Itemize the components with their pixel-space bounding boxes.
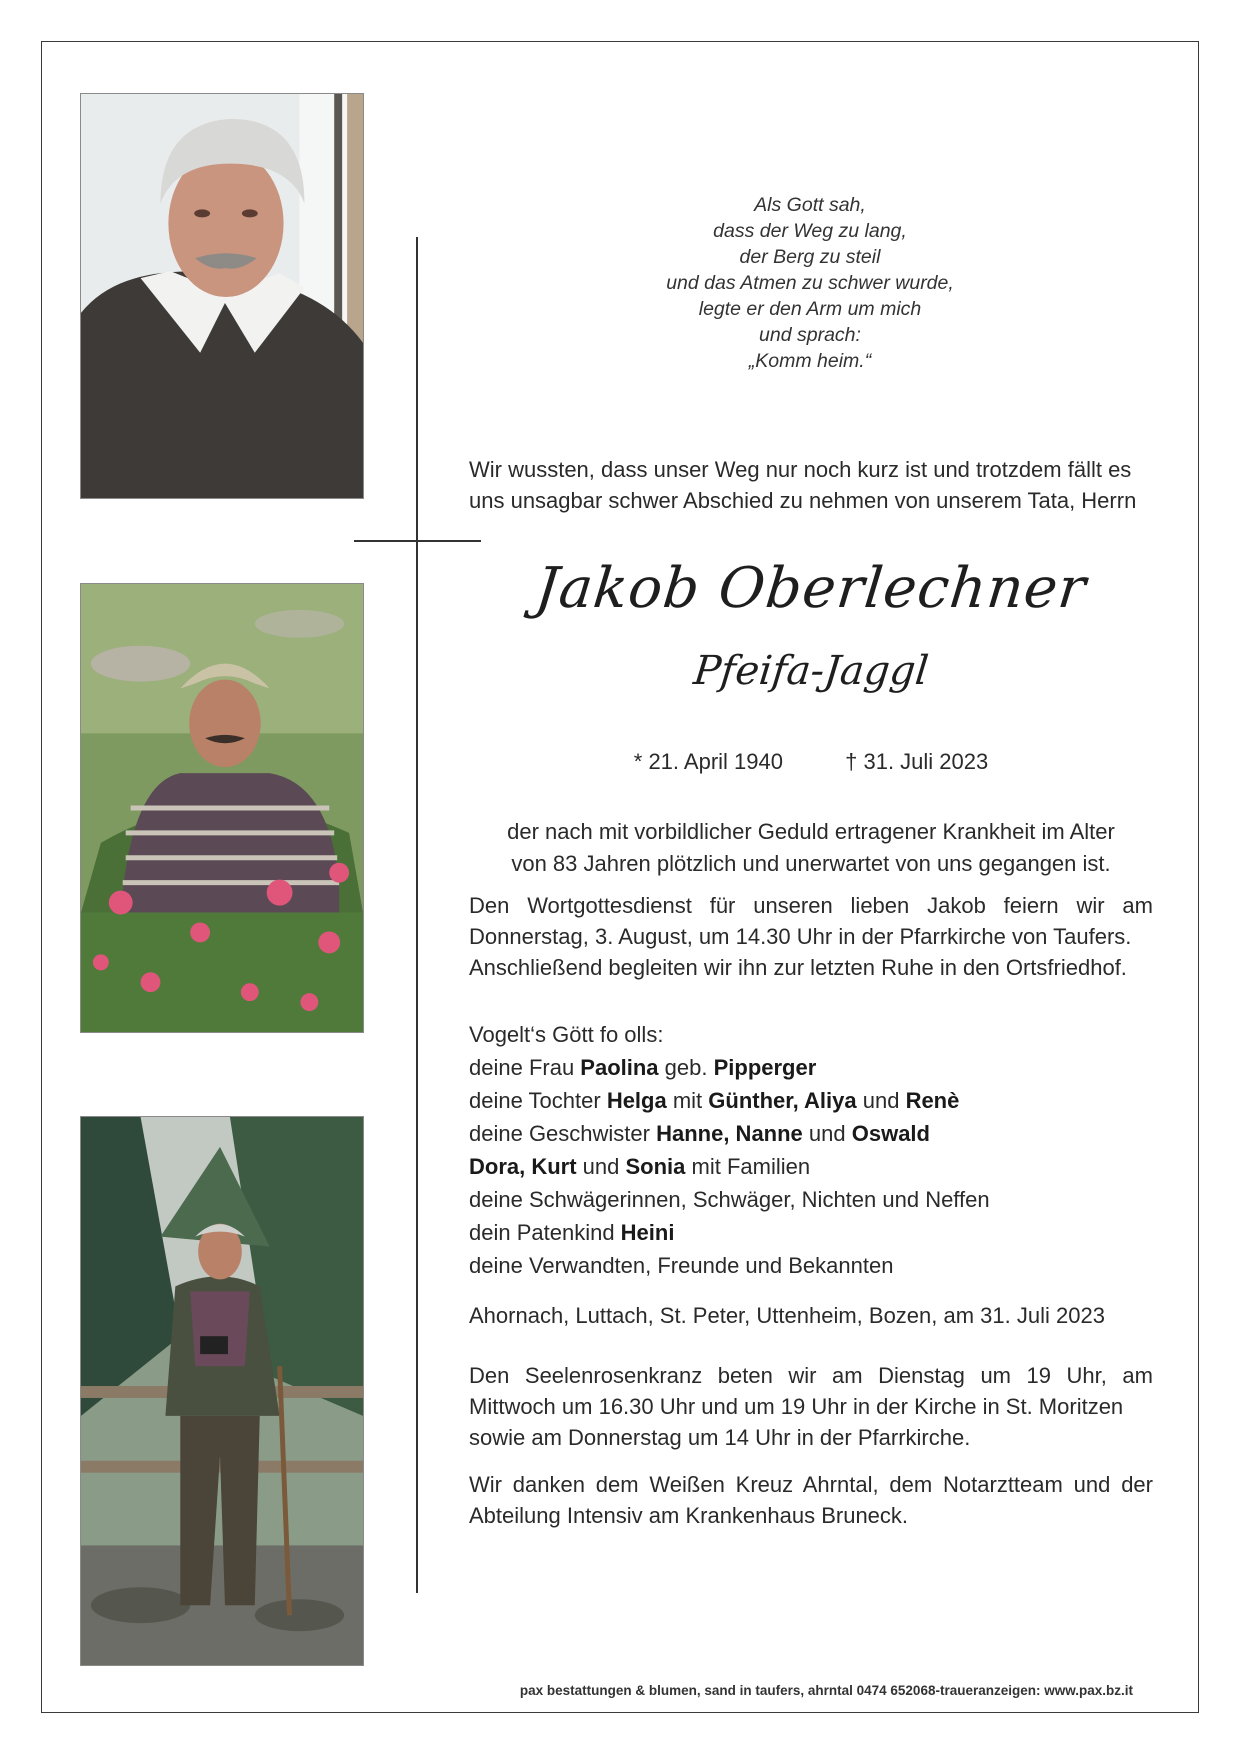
survivor-line: deine Verwandten, Freunde und Bekannten [469,1253,894,1278]
alpine-roses-photo [80,583,364,1033]
illness-line: von 83 Jahren plötzlich und unerwartet von uns gegangen ist. [511,851,1111,876]
forest-walk-photo [80,1116,364,1666]
survivor-line: deine Schwägerinnen, Schwäger, Nichten und Neffen [469,1187,990,1212]
thanks-text [469,1469,1153,1531]
cross-horizontal [354,540,481,542]
survivor-line: dein Patenkind Heini [469,1220,675,1245]
service-line: Donnerstag, 3. August, um 14.30 Uhr in der Pfarrkirche von Taufers. [469,924,1132,949]
cross-vertical [416,237,418,1593]
survivor-line: deine Tochter Helga mit Günther, Aliya und Renè [469,1088,960,1113]
rosary-line: Den Seelenrosenkranz beten wir am Dienstag um 19 Uhr, am [469,1363,1153,1388]
death-date: † 31. Juli 2023 [845,749,989,774]
poem-line: und das Atmen zu schwer wurde, [666,272,954,294]
survivor-line: Dora, Kurt und Sonia mit Familien [469,1154,811,1179]
illness-text [469,816,1153,880]
survivors-heading: Vogelt‘s Gött fo olls: [469,1022,664,1047]
rosary-line: sowie am Donnerstag um 14 Uhr in der Pfarrkirche. [469,1425,971,1450]
poem [560,192,1060,374]
survivor-line: deine Geschwister Hanne, Nanne und Oswald [469,1121,930,1146]
poem-line: legte er den Arm um mich [698,298,922,320]
place-date: Ahornach, Luttach, St. Peter, Uttenheim, Bozen, am 31. Juli 2023 [469,1303,1105,1328]
footer-credit: pax bestattungen & blumen, sand in taufers, ahrntal 0474 652068-traueranzeigen: www.pax.bz.it [519,1683,1133,1698]
poem-line: und sprach: [759,324,861,346]
survivor-line: deine Frau Paolina geb. Pipperger [469,1055,817,1080]
intro-line: uns unsagbar schwer Abschied zu nehmen von unserem Tata, Herrn [469,488,1137,513]
thanks-line: Abteilung Intensiv am Krankenhaus Bruneck. [469,1503,909,1528]
poem-line: Als Gott sah, [754,194,866,216]
thanks-line: Wir danken dem Weißen Kreuz Ahrntal, dem Notarztteam und der [469,1472,1153,1497]
birth-date: * 21. April 1940 [633,749,783,774]
survivors-list [469,1018,1153,1282]
service-line: Den Wortgottesdienst für unseren lieben Jakob feiern wir am [469,893,1153,918]
illness-line: der nach mit vorbildlicher Geduld ertragener Krankheit im Alter [507,819,1115,844]
poem-line: dass der Weg zu lang, [713,220,907,242]
life-dates [469,749,1153,775]
service-text [469,890,1153,983]
deceased-nickname: Pfeifa-Jaggl [691,648,931,694]
portrait-photo [80,93,364,499]
deceased-name: Jakob Oberlechner [532,556,1090,621]
service-line: Anschließend begleiten wir ihn zur letzten Ruhe in den Ortsfriedhof. [469,955,1127,980]
intro-line: Wir wussten, dass unser Weg nur noch kurz ist und trotzdem fällt es [469,457,1132,482]
intro-text [469,454,1153,516]
poem-line: „Komm heim.“ [748,350,872,372]
poem-line: der Berg zu steil [739,246,881,268]
rosary-line: Mittwoch um 16.30 Uhr und um 19 Uhr in der Kirche in St. Moritzen [469,1394,1124,1419]
rosary-text [469,1360,1153,1453]
